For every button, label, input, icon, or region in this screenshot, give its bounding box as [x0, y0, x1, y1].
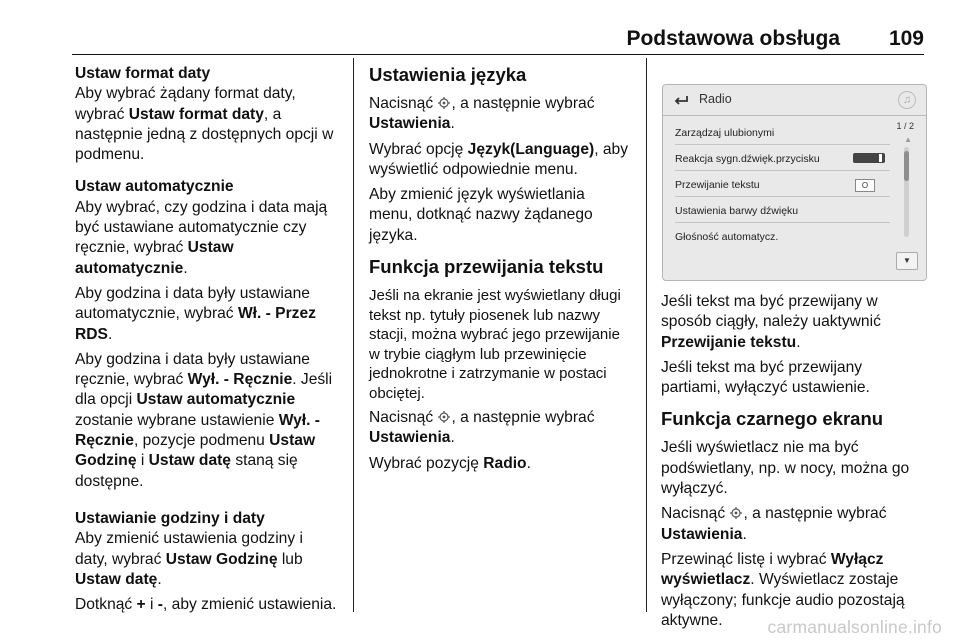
paragraph-language-press: Nacisnąć , a następnie wybrać Ustawienia. — [369, 95, 595, 133]
toggle-knob — [879, 154, 882, 162]
scroll-down-button[interactable]: ▼ — [896, 252, 918, 270]
paragraph-time-date: Aby zmienić ustawienia godziny i daty, wybrać Ustaw Godzinę lub Ustaw datę. — [75, 530, 303, 588]
heading-black-screen: Funkcja czarnego ekranu — [661, 408, 884, 430]
menu-divider — [675, 144, 890, 145]
paragraph-language-change: Aby zmienić język wyświetlania menu, dotknąć nazwy żądanego języka. — [369, 186, 593, 244]
paragraph-plus-minus: Dotknąć + i -, aby zmienić ustawienia. — [75, 596, 337, 614]
heading-text-scroll: Funkcja przewijania tekstu — [369, 256, 604, 278]
scrollbar-thumb[interactable] — [904, 151, 909, 181]
menu-item-tone-settings[interactable]: Ustawienia barwy dźwięku — [675, 205, 799, 217]
text-scroll-toggle[interactable]: O — [855, 179, 875, 192]
section-title: Podstawowa obsługa — [626, 27, 840, 50]
paragraph-select-radio: Wybrać pozycję Radio. — [369, 454, 531, 472]
paragraph-text-scroll: Jeśli na ekranie jest wyświetlany długi tekst np. tytuły piosenek lub nazwy stacji, można wybrać jego przewijanie w trybie ciągłym lub przewinięcie jednokrotne i zatrzymanie w postaci obciętej. — [369, 287, 621, 402]
column-2 — [369, 64, 635, 479]
paragraph-black-screen: Jeśli wyświetlacz nie ma być podświetlany, np. w nocy, można go wyłączyć. — [661, 439, 910, 498]
paragraph-scroll-press: Nacisnąć , a następnie wybrać Ustawienia. — [369, 409, 595, 447]
paragraph-partial-scroll: Jeśli tekst ma być przewijany partiami, wyłączyć ustawienie. — [661, 358, 870, 397]
settings-icon — [437, 410, 451, 424]
column-1 — [75, 64, 347, 620]
paragraph-display-off: Przewinąć listę i wybrać Wyłącz wyświetlacz. Wyświetlacz zostaje wyłączony; funkcje audio pozostają aktywne. — [661, 550, 905, 629]
menu-item-auto-volume[interactable]: Głośność automatycz. — [675, 231, 779, 243]
screen-title-bar — [663, 85, 926, 116]
column-3 — [661, 292, 929, 636]
column-divider-2 — [646, 58, 647, 612]
menu-item-favourites[interactable]: Zarządzaj ulubionymi — [675, 127, 775, 139]
menu-divider — [675, 222, 890, 223]
heading-date-format: Ustaw format daty — [75, 65, 211, 82]
menu-item-text-scroll[interactable]: Przewijanie tekstu — [675, 179, 760, 191]
scroll-up-icon[interactable]: ▲ — [904, 135, 912, 144]
header-rule — [72, 54, 924, 55]
paragraph-manual: Aby godzina i data były ustawiane ręcznie, wybrać Wył. - Ręcznie. Jeśli dla opcji Ustaw automatycznie zostanie wybrane ustawienie Wył. - Ręcznie, pozycje podmenu Ustaw Godzinę i Ustaw datę staną się dostępne. — [75, 350, 333, 490]
heading-auto-set: Ustaw automatycznie — [75, 178, 234, 196]
paragraph-language-option: Wybrać opcję Język(Language), aby wyświetlić odpowiednie menu. — [369, 140, 629, 178]
page-number: 109 — [888, 27, 924, 50]
heading-time-date: Ustawianie godziny i daty — [75, 509, 265, 527]
paragraph-auto-set: Aby wybrać, czy godzina i data mają być ustawiane automatycznie czy ręcznie, wybrać Ustaw automatycznie. — [75, 198, 328, 277]
screen-title: Radio — [699, 92, 732, 106]
paragraph-date-format: Aby wybrać żądany format daty, wybrać Ustaw format daty, a następnie jedną z dostępnych opcji w podmenu. — [75, 85, 334, 164]
watermark: carmanualsonline.info — [767, 617, 942, 637]
page-header — [0, 0, 960, 56]
settings-icon — [729, 506, 743, 520]
music-note-icon[interactable]: ♫ — [898, 91, 916, 109]
heading-language: Ustawienia języka — [369, 64, 527, 85]
menu-item-key-beep[interactable]: Reakcja sygn.dźwięk.przycisku — [675, 153, 820, 165]
page-indicator: 1 / 2 — [896, 121, 914, 131]
column-divider-1 — [353, 58, 354, 612]
key-beep-toggle[interactable] — [853, 153, 885, 163]
menu-divider — [675, 196, 890, 197]
paragraph-continuous-scroll: Jeśli tekst ma być przewijany w sposób ciągły, należy uaktywnić Przewijanie tekstu. — [661, 293, 881, 351]
paragraph-auto-rds: Aby godzina i data były ustawiane automatycznie, wybrać Wł. - Przez RDS. — [75, 284, 316, 343]
back-arrow-icon[interactable] — [673, 93, 689, 105]
menu-divider — [675, 170, 890, 171]
paragraph-black-press: Nacisnąć , a następnie wybrać Ustawienia. — [661, 505, 887, 543]
radio-settings-screen — [662, 84, 927, 281]
settings-icon — [437, 96, 451, 110]
